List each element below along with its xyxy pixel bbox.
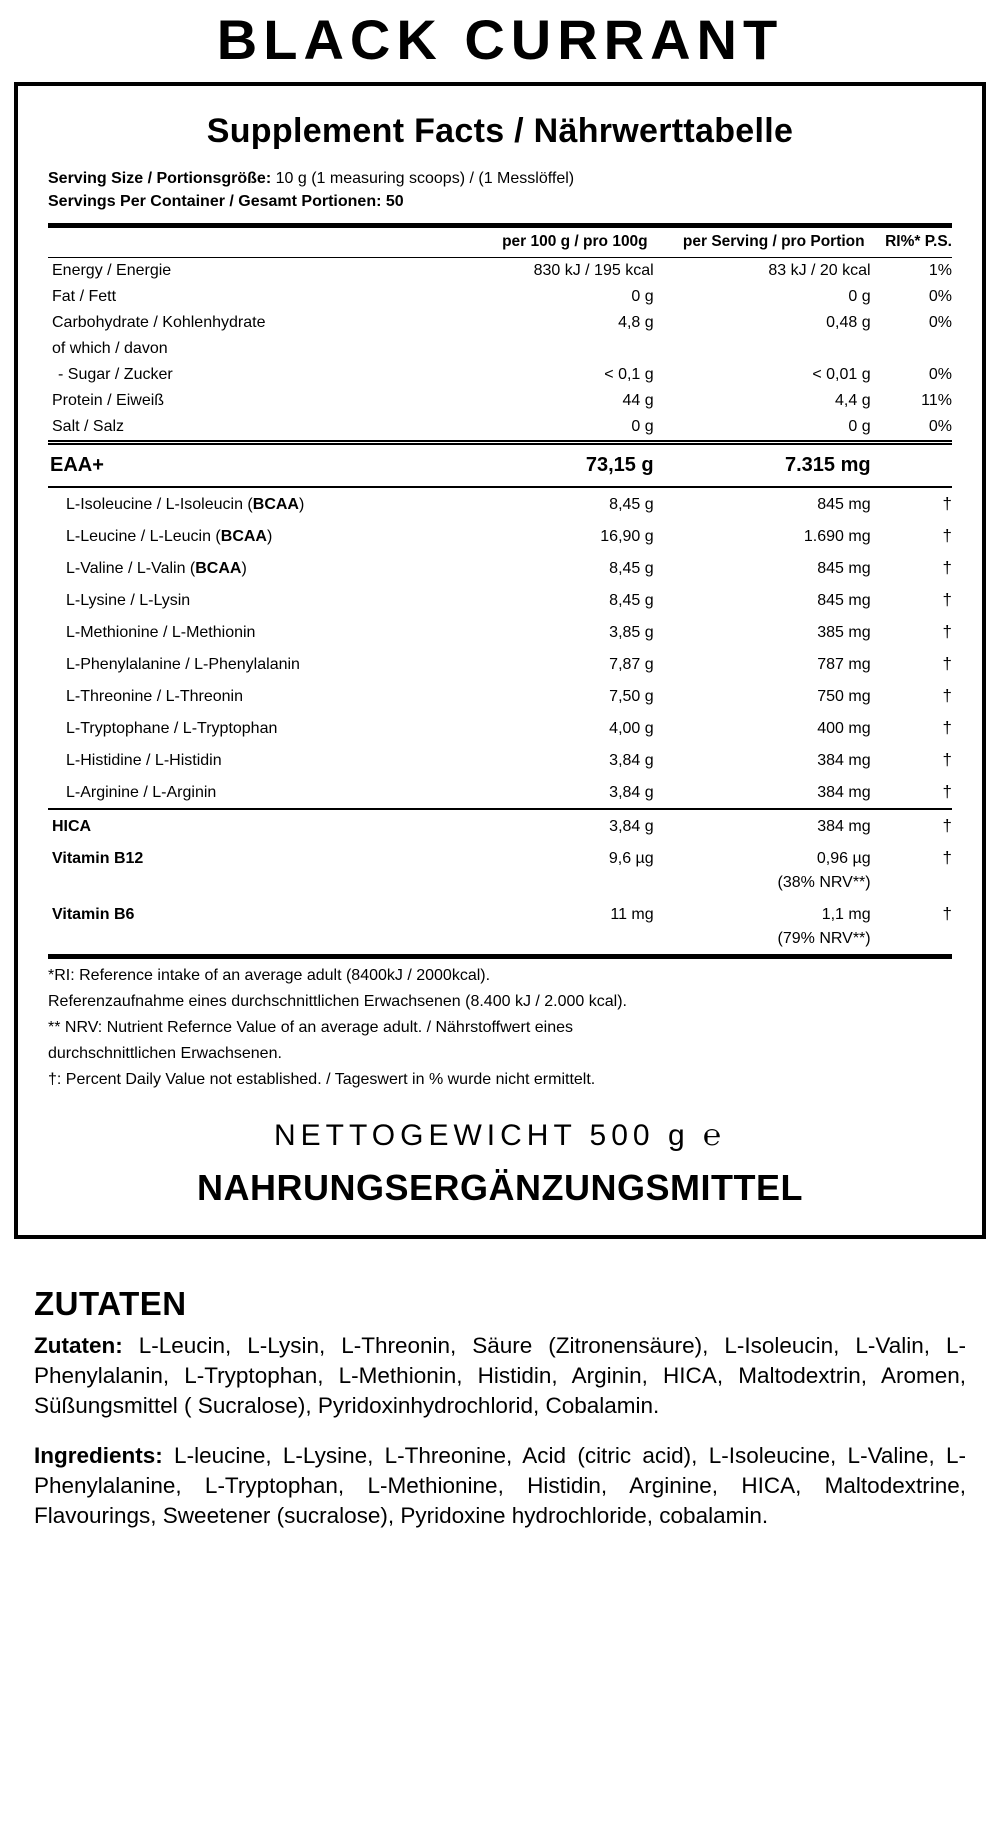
- special-row-name: HICA: [52, 818, 92, 836]
- nutrition-row-ri: 0%: [928, 366, 952, 384]
- col-header-name: [48, 228, 464, 258]
- amino-row-name: L-Threonine / L-Threonin: [66, 688, 243, 706]
- amino-row-name: L-Tryptophane / L-Tryptophan: [66, 720, 278, 738]
- net-weight: NETTOGEWICHT 500 g ℮: [274, 1118, 726, 1152]
- special-row-ri: †: [942, 848, 952, 868]
- table-row: [48, 842, 952, 874]
- nutrition-row-serving: 0 g: [848, 288, 871, 306]
- ingredients-german-text: L-Leucin, L-Lysin, L-Threonin, Säure (Zitronensäure), L-Isoleucin, L-Valin, L-Phenylalanin, L-Tryptophan, L-Methionin, Histidin, Arginin, HICA, Maltodextrin, Aromen, Süßungsmittel ( Sucralose), Pyridoxinhydrochlorid, Cobalamin.: [34, 1332, 966, 1418]
- panel-title: Supplement Facts / Nährwerttabelle: [206, 112, 794, 150]
- special-row-serving: 384 mg: [817, 818, 871, 836]
- nutrition-row-name: Carbohydrate / Kohlenhydrate: [52, 314, 266, 332]
- eaa-total-per100: 73,15 g: [585, 454, 654, 477]
- nutrition-row-name: Protein / Eiweiß: [52, 392, 165, 410]
- bcaa-tag: BCAA: [220, 528, 267, 546]
- amino-row-per100: 8,45 g: [609, 496, 654, 514]
- eaa-total-ri: [871, 444, 952, 487]
- ingredients-english-text: L-leucine, L-Lysine, L-Threonine, Acid (citric acid), L-Isoleucine, L-Valine, L-Phenylalanine, L-Tryptophan, L-Methionine, Histidin, Arginine, HICA, Maltodextrine, Flavourings, Sweetener (sucralose), Pyridoxine hydrochloride, cobalamin.: [34, 1442, 966, 1528]
- ingredients-english: [34, 1441, 966, 1531]
- table-row: [48, 744, 952, 776]
- nutrition-row-ri: 0%: [928, 314, 952, 332]
- amino-row-ri: †: [942, 782, 952, 802]
- amino-row-serving: 1.690 mg: [803, 528, 871, 546]
- bcaa-tag: BCAA: [195, 560, 242, 578]
- footnote-line: ** NRV: Nutrient Refernce Value of an average adult. / Nährstoffwert eines: [48, 1019, 574, 1037]
- nutrition-row-name: Fat / Fett: [52, 288, 117, 306]
- table-row: [48, 552, 952, 584]
- amino-row-serving: 845 mg: [817, 592, 871, 610]
- amino-row-name: L-Arginine / L-Arginin: [66, 784, 217, 802]
- table-rule-bottom: [48, 957, 952, 960]
- amino-row-name: L-Phenylalanine / L-Phenylalanin: [66, 656, 300, 674]
- special-row-ri: †: [942, 816, 952, 836]
- nutrition-row-serving: 0 g: [848, 418, 871, 436]
- nutrition-row-serving: 83 kJ / 20 kcal: [768, 262, 871, 280]
- nutrition-row-name: of which / davon: [52, 340, 168, 358]
- amino-row-name: L-Histidine / L-Histidin: [66, 752, 222, 770]
- nutrition-row-ri: 1%: [928, 262, 952, 280]
- col-header-ri: RI%* P.S.: [885, 233, 952, 251]
- table-row: [48, 616, 952, 648]
- amino-row-serving: 385 mg: [817, 624, 871, 642]
- table-row: [48, 258, 952, 284]
- nutrition-row-serving: 4,4 g: [835, 392, 871, 410]
- servings-per-container-value: 50: [381, 193, 404, 211]
- table-row: [48, 898, 952, 930]
- amino-row-ri: †: [942, 750, 952, 770]
- nutrition-row-serving: [654, 336, 871, 362]
- nutrition-row-name: - Sugar / Zucker: [58, 366, 173, 384]
- table-row: [48, 310, 952, 336]
- nutrition-row-per100: [464, 336, 654, 362]
- supplement-word: NAHRUNGSERGÄNZUNGSMITTEL: [197, 1166, 803, 1208]
- flavour-title: BLACK CURRANT: [216, 8, 784, 71]
- amino-row-serving: 845 mg: [817, 560, 871, 578]
- amino-row-name: L-Methionine / L-Methionin: [66, 624, 256, 642]
- special-row-name: Vitamin B6: [52, 906, 135, 924]
- amino-row-ri: †: [942, 558, 952, 578]
- amino-row-ri: †: [942, 622, 952, 642]
- nrv-value: (38% NRV**): [777, 874, 871, 892]
- ingredients-section: [34, 1285, 966, 1531]
- nrv-row: [48, 930, 952, 957]
- ingredients-english-label: Ingredients:: [34, 1442, 163, 1468]
- amino-row-ri: †: [942, 718, 952, 738]
- table-row: [48, 648, 952, 680]
- amino-row-serving: 400 mg: [817, 720, 871, 738]
- special-row-serving: 1,1 mg: [821, 906, 871, 924]
- col-header-per100: per 100 g / pro 100g: [502, 233, 648, 251]
- nrv-row: [48, 874, 952, 898]
- ingredients-heading: ZUTATEN: [34, 1284, 187, 1322]
- table-header-row: [48, 228, 952, 258]
- table-row: [48, 414, 952, 441]
- table-row: [48, 584, 952, 616]
- special-row-per100: 9,6 µg: [608, 850, 654, 868]
- amino-row-serving: 384 mg: [817, 752, 871, 770]
- nutrition-row-ri: 0%: [928, 288, 952, 306]
- ingredients-german: [34, 1331, 966, 1421]
- nutrition-row-per100: 0 g: [631, 288, 654, 306]
- special-row-per100: 3,84 g: [609, 818, 654, 836]
- amino-row-per100: 7,87 g: [609, 656, 654, 674]
- nutrition-row-per100: 0 g: [631, 418, 654, 436]
- amino-row-name: L-Leucine / L-Leucin (BCAA): [66, 528, 273, 546]
- footnote-line: †: Percent Daily Value not established. / Tageswert in % wurde nicht ermittelt.: [48, 1071, 596, 1088]
- nutrition-row-per100: < 0,1 g: [604, 366, 654, 384]
- nutrition-row-ri: [871, 336, 952, 362]
- amino-row-per100: 8,45 g: [609, 592, 654, 610]
- amino-row-name: L-Valine / L-Valin (BCAA): [66, 560, 247, 578]
- amino-row-serving: 845 mg: [817, 496, 871, 514]
- table-row: [48, 388, 952, 414]
- serving-size-line: [48, 167, 952, 190]
- table-row: [48, 712, 952, 744]
- serving-size-value: 10 g (1 measuring scoops) / (1 Messlöffel): [271, 170, 575, 187]
- amino-row-per100: 3,84 g: [609, 784, 654, 802]
- amino-row-per100: 3,85 g: [609, 624, 654, 642]
- eaa-total-serving: 7.315 mg: [785, 454, 871, 477]
- footnote-line: Referenzaufnahme eines durchschnittlichen Erwachsenen (8.400 kJ / 2.000 kcal).: [48, 993, 627, 1011]
- amino-row-name: L-Isoleucine / L-Isoleucin (BCAA): [66, 496, 305, 514]
- amino-row-ri: †: [942, 590, 952, 610]
- table-row: [48, 776, 952, 809]
- amino-row-ri: †: [942, 654, 952, 674]
- table-row: [48, 488, 952, 520]
- amino-row-name: L-Lysine / L-Lysin: [66, 592, 191, 610]
- amino-row-per100: 7,50 g: [609, 688, 654, 706]
- special-row-per100: 11 mg: [610, 906, 654, 924]
- table-row: [48, 810, 952, 842]
- amino-row-per100: 3,84 g: [609, 752, 654, 770]
- eaa-total-name: EAA+: [50, 454, 104, 477]
- servings-per-container-line: [48, 190, 952, 213]
- nutrition-row-name: Energy / Energie: [52, 262, 172, 280]
- amino-row-per100: 16,90 g: [600, 528, 654, 546]
- nutrition-row-serving: < 0,01 g: [812, 366, 871, 384]
- table-row: [48, 362, 952, 388]
- footnote-line: durchschnittlichen Erwachsenen.: [48, 1045, 282, 1063]
- amino-row-serving: 750 mg: [817, 688, 871, 706]
- nutrition-row-per100: 44 g: [622, 392, 654, 410]
- nutrition-row-per100: 830 kJ / 195 kcal: [533, 262, 654, 280]
- table-row: [48, 336, 952, 362]
- table-row: [48, 284, 952, 310]
- nutrition-row-ri: 0%: [928, 418, 952, 436]
- amino-row-per100: 4,00 g: [609, 720, 654, 738]
- ingredients-german-label: Zutaten:: [34, 1332, 123, 1358]
- amino-row-serving: 384 mg: [817, 784, 871, 802]
- footnote-line: *RI: Reference intake of an average adult (8400kJ / 2000kcal).: [48, 967, 491, 985]
- nrv-value: (79% NRV**): [777, 930, 871, 948]
- amino-row-ri: †: [942, 686, 952, 706]
- special-row-serving: 0,96 µg: [816, 850, 871, 868]
- table-row: [48, 520, 952, 552]
- supplement-facts-panel: [14, 82, 986, 1239]
- nutrition-row-serving: 0,48 g: [826, 314, 871, 332]
- footnotes: [48, 963, 952, 1093]
- amino-row-serving: 787 mg: [817, 656, 871, 674]
- special-row-ri: †: [942, 904, 952, 924]
- nutrition-row-ri: 11%: [921, 392, 952, 410]
- eaa-total-row: [48, 444, 952, 487]
- servings-per-container-label: Servings Per Container / Gesamt Portionen:: [48, 193, 382, 211]
- col-header-per-serving: per Serving / pro Portion: [682, 233, 865, 251]
- supplement-facts-table: [48, 223, 952, 959]
- nutrition-row-per100: 4,8 g: [618, 314, 654, 332]
- amino-row-ri: †: [942, 526, 952, 546]
- amino-row-ri: †: [942, 494, 952, 514]
- special-row-name: Vitamin B12: [52, 850, 144, 868]
- nutrition-row-name: Salt / Salz: [52, 418, 125, 436]
- bcaa-tag: BCAA: [252, 496, 299, 514]
- amino-row-per100: 8,45 g: [609, 560, 654, 578]
- table-row: [48, 680, 952, 712]
- serving-size-label: Serving Size / Portionsgröße:: [48, 170, 272, 187]
